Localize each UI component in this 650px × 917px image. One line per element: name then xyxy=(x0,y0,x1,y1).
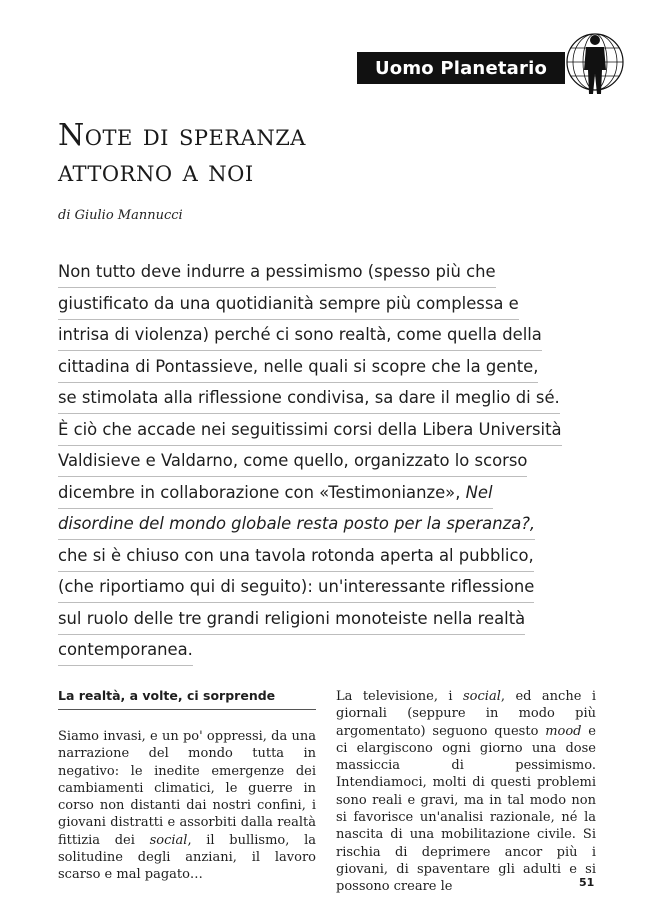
byline: di Giulio Mannucci xyxy=(58,208,183,223)
lead-line: intrisa di violenza) perché ci sono realtà, come quella della xyxy=(58,321,568,353)
lead-line: giustificato da una quotidianità sempre più complessa e xyxy=(58,290,568,322)
right-column xyxy=(336,688,596,896)
lead-line: cittadina di Pontassieve, nelle quali si scopre che la gente, xyxy=(58,353,568,385)
italic-title-start: Nel xyxy=(465,482,493,502)
lead-line: che si è chiuso con una tavola rotonda aperta al pubblico, xyxy=(58,542,568,574)
title-line-2: attorno a noi xyxy=(58,154,254,189)
section-subheading: La realtà, a volte, ci sorprende xyxy=(58,688,316,710)
lead-line: dicembre in collaborazione con «Testimonianze», Nel xyxy=(58,479,568,511)
lead-paragraph xyxy=(58,258,568,668)
section-label: Uomo Planetario xyxy=(374,57,548,79)
lead-line: sul ruolo delle tre grandi religioni monoteiste nella realtà xyxy=(58,605,568,637)
lead-line: disordine del mondo globale resta posto per la speranza?, xyxy=(58,510,568,542)
article-title xyxy=(58,118,306,190)
title-line-1: Note di speranza xyxy=(58,118,306,153)
lead-line: Non tutto deve indurre a pessimismo (spesso più che xyxy=(58,258,568,290)
page-number: 51 xyxy=(579,876,595,889)
man-with-globe-icon xyxy=(564,30,626,98)
left-column-paragraph: Siamo invasi, e un po' oppressi, da una narrazione del mondo tutta in negativo: le inedite emergenze dei cambiamenti climatici, le guerre in corso non distanti dai nostri confini, i giovani distratti e assorbiti dalla realtà fittizia dei social, il bullismo, la solitudine degli anziani, il lavoro scarso e mal pagato… xyxy=(58,729,316,883)
section-badge xyxy=(357,52,565,84)
lead-line: (che riportiamo qui di seguito): un'interessante riflessione xyxy=(58,573,568,605)
lead-line: contemporanea. xyxy=(58,636,568,668)
lead-line: Valdisieve e Valdarno, come quello, organizzato lo scorso xyxy=(58,447,568,479)
left-column xyxy=(58,688,316,884)
right-column-paragraph: La televisione, i social, ed anche i giornali (seppure in modo più argomentato) seguono questo mood e ci elargiscono ogni giorno una dose massiccia di pessimismo. Intendiamoci, molti di questi problemi sono reali e gravi, ma in tal modo non si favorisce un'analisi razionale, né la nascita di una mobilitazione civile. Si rischia di deprimere ancor più i giovani, di spaventare gli adulti e si possono creare le xyxy=(336,689,597,895)
lead-line: È ciò che accade nei seguitissimi corsi della Libera Università xyxy=(58,416,568,448)
lead-line: se stimolata alla riflessione condivisa, sa dare il meglio di sé. xyxy=(58,384,568,416)
